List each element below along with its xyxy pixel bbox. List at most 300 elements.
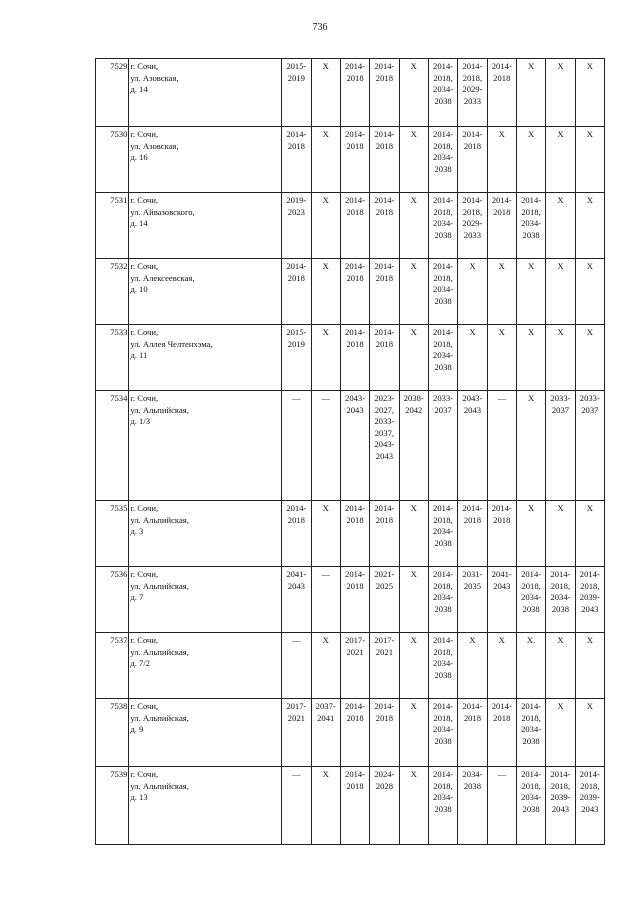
period-value: 2014- bbox=[521, 569, 542, 579]
period-cell bbox=[516, 699, 545, 767]
period-cell bbox=[282, 259, 311, 325]
period-value: Х bbox=[586, 701, 593, 711]
period-value: — bbox=[497, 769, 507, 779]
period-value: 2014- bbox=[345, 129, 366, 139]
period-value: Х bbox=[557, 701, 564, 711]
period-value: Х bbox=[410, 569, 417, 579]
period-cell bbox=[575, 325, 604, 391]
address-line: д. 7 bbox=[130, 592, 144, 602]
period-value: 2018 bbox=[346, 780, 364, 791]
period-value: 2018 bbox=[346, 514, 364, 525]
period-value: 2014- bbox=[286, 129, 307, 139]
period-cell bbox=[575, 59, 604, 127]
period-value: 2014- bbox=[433, 569, 454, 579]
address-line: д. 1/3 bbox=[130, 416, 151, 426]
period-cell bbox=[282, 767, 311, 845]
period-cell bbox=[546, 127, 575, 193]
period-value: 2014- bbox=[462, 61, 483, 71]
address-line: д. 13 bbox=[130, 792, 148, 802]
table-row bbox=[96, 699, 605, 767]
period-value: Х bbox=[322, 635, 329, 645]
period-cell bbox=[458, 633, 487, 699]
period-cell bbox=[575, 391, 604, 501]
period-cell bbox=[428, 193, 457, 259]
period-cell bbox=[340, 391, 369, 501]
period-value: 2018, bbox=[462, 206, 483, 217]
period-value: 2023 bbox=[287, 206, 305, 217]
period-cell bbox=[282, 325, 311, 391]
period-value: 2031- bbox=[462, 569, 483, 579]
period-value: 2034- bbox=[433, 152, 454, 162]
period-value: 2043 bbox=[463, 404, 482, 415]
table-row bbox=[96, 567, 605, 633]
address-line: д. 11 bbox=[130, 350, 148, 360]
period-value: 2034- bbox=[521, 724, 542, 734]
period-cell bbox=[575, 193, 604, 259]
period-value: 2018, bbox=[433, 140, 453, 151]
period-cell bbox=[546, 391, 575, 501]
period-value: 2014- bbox=[433, 129, 454, 139]
period-value: 2014- bbox=[345, 195, 366, 205]
address-line: г. Сочи, bbox=[130, 261, 159, 271]
period-cell bbox=[399, 633, 428, 699]
period-value: Х bbox=[469, 327, 476, 337]
period-value: 2038 bbox=[434, 163, 452, 174]
period-cell bbox=[546, 193, 575, 259]
table-row bbox=[96, 501, 605, 567]
period-value: 2038- bbox=[403, 393, 424, 403]
table-row bbox=[96, 127, 605, 193]
address-cell bbox=[129, 59, 282, 127]
period-value: 2014- bbox=[521, 769, 542, 779]
period-value: Х bbox=[557, 635, 564, 645]
period-value: 2014- bbox=[286, 261, 307, 271]
period-value: 2018 bbox=[346, 580, 364, 591]
period-value: 2018, bbox=[433, 338, 453, 349]
period-value: 2038 bbox=[434, 735, 452, 746]
period-value: 2014- bbox=[374, 701, 395, 711]
period-value: 2038 bbox=[463, 780, 482, 791]
row-number: 7534 bbox=[96, 391, 129, 501]
page-number: 736 bbox=[312, 22, 328, 33]
period-value: 2014- bbox=[345, 261, 366, 271]
period-cell bbox=[546, 699, 575, 767]
period-value: 2014- bbox=[521, 195, 542, 205]
period-value: 2014- bbox=[286, 503, 307, 513]
period-value: 2014- bbox=[521, 701, 542, 711]
table-row bbox=[96, 767, 605, 845]
row-number: 7529 bbox=[96, 59, 129, 127]
period-value: Х bbox=[410, 327, 417, 337]
period-value: 2018, bbox=[433, 646, 453, 657]
period-value: 2035 bbox=[463, 580, 482, 591]
period-value: 2034- bbox=[521, 792, 542, 802]
period-cell bbox=[428, 391, 457, 501]
period-value: 2038 bbox=[434, 295, 452, 306]
period-cell bbox=[458, 259, 487, 325]
period-value: 2018 bbox=[493, 206, 511, 217]
period-cell bbox=[428, 259, 457, 325]
period-value: 2024- bbox=[374, 769, 395, 779]
period-cell bbox=[311, 259, 340, 325]
period-cell bbox=[282, 59, 311, 127]
period-value: 2025 bbox=[375, 580, 393, 591]
address-line: д. 9 bbox=[130, 724, 144, 734]
table-row bbox=[96, 325, 605, 391]
period-value: 2015- bbox=[286, 327, 307, 337]
period-value: 2018, bbox=[433, 580, 453, 591]
period-value: 2018 bbox=[375, 514, 393, 525]
period-value: 2018, bbox=[521, 580, 541, 591]
address-cell bbox=[129, 567, 282, 633]
period-value: Х bbox=[322, 503, 329, 513]
address-line: д. 3 bbox=[130, 526, 144, 536]
period-value: 2018, bbox=[550, 580, 571, 591]
period-value: 2018, bbox=[462, 72, 483, 83]
period-value: Х bbox=[586, 61, 593, 71]
period-value: 2017- bbox=[374, 635, 395, 645]
period-cell bbox=[282, 501, 311, 567]
period-value: 2039- bbox=[550, 792, 571, 802]
period-value: 2018 bbox=[346, 338, 364, 349]
period-cell bbox=[311, 59, 340, 127]
period-cell bbox=[428, 699, 457, 767]
period-cell bbox=[546, 325, 575, 391]
period-value: 2017- bbox=[286, 701, 307, 711]
period-cell bbox=[487, 501, 516, 567]
period-value: Х bbox=[322, 129, 329, 139]
period-value: 2023- bbox=[374, 393, 395, 403]
period-cell bbox=[516, 193, 545, 259]
address-line: г. Сочи, bbox=[130, 701, 159, 711]
period-value: — bbox=[292, 393, 301, 403]
period-value: Х bbox=[498, 129, 505, 139]
period-value: 2042 bbox=[405, 404, 423, 415]
period-value: Х bbox=[528, 503, 535, 513]
period-value: Х bbox=[410, 261, 417, 271]
period-value: 2043- bbox=[374, 439, 395, 449]
period-value: 2038 bbox=[434, 229, 452, 240]
period-value: 2034- bbox=[433, 218, 454, 228]
period-value: 2014- bbox=[374, 327, 395, 337]
period-value: 2018 bbox=[287, 272, 305, 283]
period-value: 2018, bbox=[580, 580, 600, 591]
period-value: 2018 bbox=[375, 272, 393, 283]
period-value: 2014- bbox=[433, 635, 454, 645]
address-line: г. Сочи, bbox=[130, 61, 159, 71]
period-value: 2014- bbox=[374, 195, 395, 205]
address-line: ул. Альпийская, bbox=[130, 712, 189, 723]
address-line: ул. Алексеевская, bbox=[130, 272, 195, 283]
period-value: Х bbox=[322, 769, 329, 779]
period-value: Х bbox=[410, 635, 417, 645]
period-cell bbox=[399, 325, 428, 391]
period-value: 2014- bbox=[462, 195, 483, 205]
address-cell bbox=[129, 259, 282, 325]
period-cell bbox=[516, 767, 545, 845]
period-value: 2043 bbox=[287, 580, 305, 591]
period-value: 2018 bbox=[493, 712, 511, 723]
period-cell bbox=[458, 193, 487, 259]
period-value: Х bbox=[557, 327, 564, 337]
period-value: — bbox=[497, 393, 507, 403]
period-value: 2018, bbox=[433, 72, 453, 83]
period-value: 2018, bbox=[433, 514, 453, 525]
period-cell bbox=[340, 193, 369, 259]
period-value: 2034- bbox=[433, 658, 454, 668]
period-value: 2034- bbox=[433, 350, 454, 360]
period-value: 2018 bbox=[463, 712, 482, 723]
period-cell bbox=[487, 767, 516, 845]
period-value: 2038 bbox=[434, 803, 452, 814]
period-value: — bbox=[321, 393, 330, 403]
period-cell bbox=[546, 567, 575, 633]
period-cell bbox=[428, 325, 457, 391]
period-cell bbox=[428, 633, 457, 699]
period-cell bbox=[311, 699, 340, 767]
period-value: 2018, bbox=[550, 780, 571, 791]
row-number: 7539 bbox=[96, 767, 129, 845]
period-cell bbox=[311, 501, 340, 567]
period-value: 2018, bbox=[521, 780, 541, 791]
period-value: 2028 bbox=[375, 780, 393, 791]
period-cell bbox=[575, 767, 604, 845]
period-value: 2034- bbox=[433, 84, 454, 94]
period-value: 2038 bbox=[522, 603, 540, 614]
period-cell bbox=[399, 59, 428, 127]
period-value: 2043 bbox=[581, 603, 599, 614]
period-value: 2038 bbox=[522, 735, 540, 746]
period-value: Х bbox=[410, 701, 417, 711]
period-value: 2034- bbox=[433, 526, 454, 536]
period-cell bbox=[458, 391, 487, 501]
address-line: г. Сочи, bbox=[130, 327, 159, 337]
table-row bbox=[96, 193, 605, 259]
period-value: Х. bbox=[526, 635, 536, 645]
period-value: 2018, bbox=[433, 206, 453, 217]
period-value: 2033- bbox=[550, 393, 571, 403]
period-value: 2038 bbox=[434, 361, 452, 372]
period-value: 2039- bbox=[579, 592, 600, 602]
period-value: 2014- bbox=[345, 503, 366, 513]
period-value: 2018 bbox=[375, 206, 393, 217]
period-cell bbox=[458, 767, 487, 845]
period-cell bbox=[458, 501, 487, 567]
period-value: 2038 bbox=[434, 669, 452, 680]
address-cell bbox=[129, 193, 282, 259]
period-cell bbox=[311, 767, 340, 845]
period-cell bbox=[487, 391, 516, 501]
period-value: Х bbox=[322, 61, 329, 71]
period-value: Х bbox=[586, 327, 593, 337]
period-cell bbox=[516, 325, 545, 391]
period-value: Х bbox=[557, 503, 564, 513]
period-value: 2014- bbox=[433, 61, 454, 71]
period-cell bbox=[370, 699, 399, 767]
period-value: 2014- bbox=[345, 701, 366, 711]
period-cell bbox=[282, 633, 311, 699]
period-value: 2034- bbox=[433, 592, 454, 602]
period-value: 2014- bbox=[374, 61, 395, 71]
period-value: 2034- bbox=[433, 284, 454, 294]
period-value: Х bbox=[586, 129, 593, 139]
period-value: Х bbox=[498, 635, 505, 645]
address-line: г. Сочи, bbox=[130, 393, 159, 403]
period-value: 2038 bbox=[434, 603, 452, 614]
period-cell bbox=[516, 127, 545, 193]
period-value: 2037, bbox=[374, 427, 395, 438]
period-value: Х bbox=[528, 61, 535, 71]
period-value: Х bbox=[469, 635, 476, 645]
period-value: 2018 bbox=[493, 514, 511, 525]
period-cell bbox=[399, 699, 428, 767]
address-line: ул. Айвазовского, bbox=[130, 206, 195, 217]
period-value: 2041- bbox=[286, 569, 307, 579]
period-value: Х bbox=[586, 635, 593, 645]
address-line: д. 10 bbox=[130, 284, 148, 294]
period-cell bbox=[370, 567, 399, 633]
period-cell bbox=[311, 325, 340, 391]
period-value: 2018, bbox=[521, 712, 541, 723]
address-line: д. 7/2 bbox=[130, 658, 151, 668]
period-value: 2014- bbox=[491, 503, 512, 513]
address-cell bbox=[129, 391, 282, 501]
row-number: 7535 bbox=[96, 501, 129, 567]
period-value: 2018 bbox=[346, 140, 364, 151]
period-value: — bbox=[292, 635, 301, 645]
address-line: г. Сочи, bbox=[130, 129, 159, 139]
period-cell bbox=[311, 633, 340, 699]
period-value: 2018 bbox=[493, 72, 511, 83]
period-cell bbox=[282, 193, 311, 259]
period-cell bbox=[370, 193, 399, 259]
period-value: 2043 bbox=[375, 450, 393, 461]
period-value: 2014- bbox=[491, 195, 512, 205]
address-cell bbox=[129, 699, 282, 767]
period-cell bbox=[399, 501, 428, 567]
row-number: 7533 bbox=[96, 325, 129, 391]
period-value: 2014- bbox=[462, 701, 483, 711]
period-cell bbox=[428, 767, 457, 845]
address-cell bbox=[129, 633, 282, 699]
address-line: д. 16 bbox=[130, 152, 148, 162]
period-value: Х bbox=[498, 261, 505, 271]
period-cell bbox=[311, 127, 340, 193]
period-value: 2014- bbox=[433, 261, 454, 271]
address-line: ул. Альпийская, bbox=[130, 780, 189, 791]
period-cell bbox=[575, 699, 604, 767]
period-cell bbox=[311, 193, 340, 259]
period-cell bbox=[340, 259, 369, 325]
period-value: 2014- bbox=[345, 569, 366, 579]
period-cell bbox=[399, 127, 428, 193]
period-value: 2014- bbox=[345, 327, 366, 337]
period-value: 2038 bbox=[434, 537, 452, 548]
period-cell bbox=[340, 501, 369, 567]
period-value: Х bbox=[410, 61, 417, 71]
period-cell bbox=[516, 501, 545, 567]
period-cell bbox=[487, 567, 516, 633]
period-cell bbox=[340, 633, 369, 699]
period-cell bbox=[546, 767, 575, 845]
period-value: 2037 bbox=[551, 404, 570, 415]
table-row bbox=[96, 391, 605, 501]
period-cell bbox=[282, 699, 311, 767]
period-value: Х bbox=[410, 769, 417, 779]
period-value: 2021 bbox=[287, 712, 305, 723]
period-cell bbox=[516, 59, 545, 127]
period-value: 2021 bbox=[346, 646, 364, 657]
period-value: 2018 bbox=[287, 514, 305, 525]
period-value: 2033 bbox=[463, 95, 482, 106]
period-value: 2039- bbox=[579, 792, 600, 802]
period-value: Х bbox=[586, 195, 593, 205]
period-cell bbox=[546, 59, 575, 127]
table-row bbox=[96, 633, 605, 699]
period-value: 2018 bbox=[346, 206, 364, 217]
period-value: 2014- bbox=[579, 769, 600, 779]
period-cell bbox=[575, 501, 604, 567]
period-value: 2034- bbox=[462, 769, 483, 779]
period-cell bbox=[311, 391, 340, 501]
period-value: 2018 bbox=[346, 712, 364, 723]
address-line: ул. Азовская, bbox=[130, 140, 179, 151]
period-value: Х bbox=[410, 129, 417, 139]
period-value: 2014- bbox=[374, 261, 395, 271]
period-value: 2014- bbox=[433, 195, 454, 205]
period-value: 2015- bbox=[286, 61, 307, 71]
period-value: 2021- bbox=[374, 569, 395, 579]
period-cell bbox=[516, 391, 545, 501]
period-cell bbox=[340, 767, 369, 845]
period-value: 2038 bbox=[551, 603, 570, 614]
period-value: 2018 bbox=[375, 140, 393, 151]
address-line: д. 14 bbox=[130, 218, 148, 228]
period-value: 2019- bbox=[286, 195, 307, 205]
period-value: Х bbox=[528, 393, 535, 403]
period-cell bbox=[575, 633, 604, 699]
period-value: — bbox=[292, 769, 301, 779]
period-cell bbox=[575, 127, 604, 193]
period-value: Х bbox=[528, 129, 535, 139]
period-cell bbox=[370, 127, 399, 193]
row-number: 7536 bbox=[96, 567, 129, 633]
period-cell bbox=[370, 501, 399, 567]
registry-table bbox=[95, 58, 605, 845]
period-cell bbox=[516, 259, 545, 325]
row-number: 7530 bbox=[96, 127, 129, 193]
period-value: 2014- bbox=[462, 503, 483, 513]
period-value: 2043 bbox=[551, 803, 570, 814]
period-value: Х bbox=[586, 261, 593, 271]
address-line: г. Сочи, bbox=[130, 195, 159, 205]
period-cell bbox=[458, 127, 487, 193]
period-value: 2018, bbox=[521, 206, 541, 217]
address-line: г. Сочи, bbox=[130, 569, 159, 579]
address-line: д. 14 bbox=[130, 84, 148, 94]
period-value: 2014- bbox=[433, 327, 454, 337]
address-line: ул. Альпийская, bbox=[130, 404, 189, 415]
period-cell bbox=[487, 259, 516, 325]
period-cell bbox=[340, 567, 369, 633]
period-value: 2043 bbox=[346, 404, 364, 415]
period-cell bbox=[458, 325, 487, 391]
period-value: 2017- bbox=[345, 635, 366, 645]
period-cell bbox=[487, 59, 516, 127]
period-value: 2043- bbox=[345, 393, 366, 403]
period-value: 2014- bbox=[579, 569, 600, 579]
period-value: 2018 bbox=[463, 140, 482, 151]
